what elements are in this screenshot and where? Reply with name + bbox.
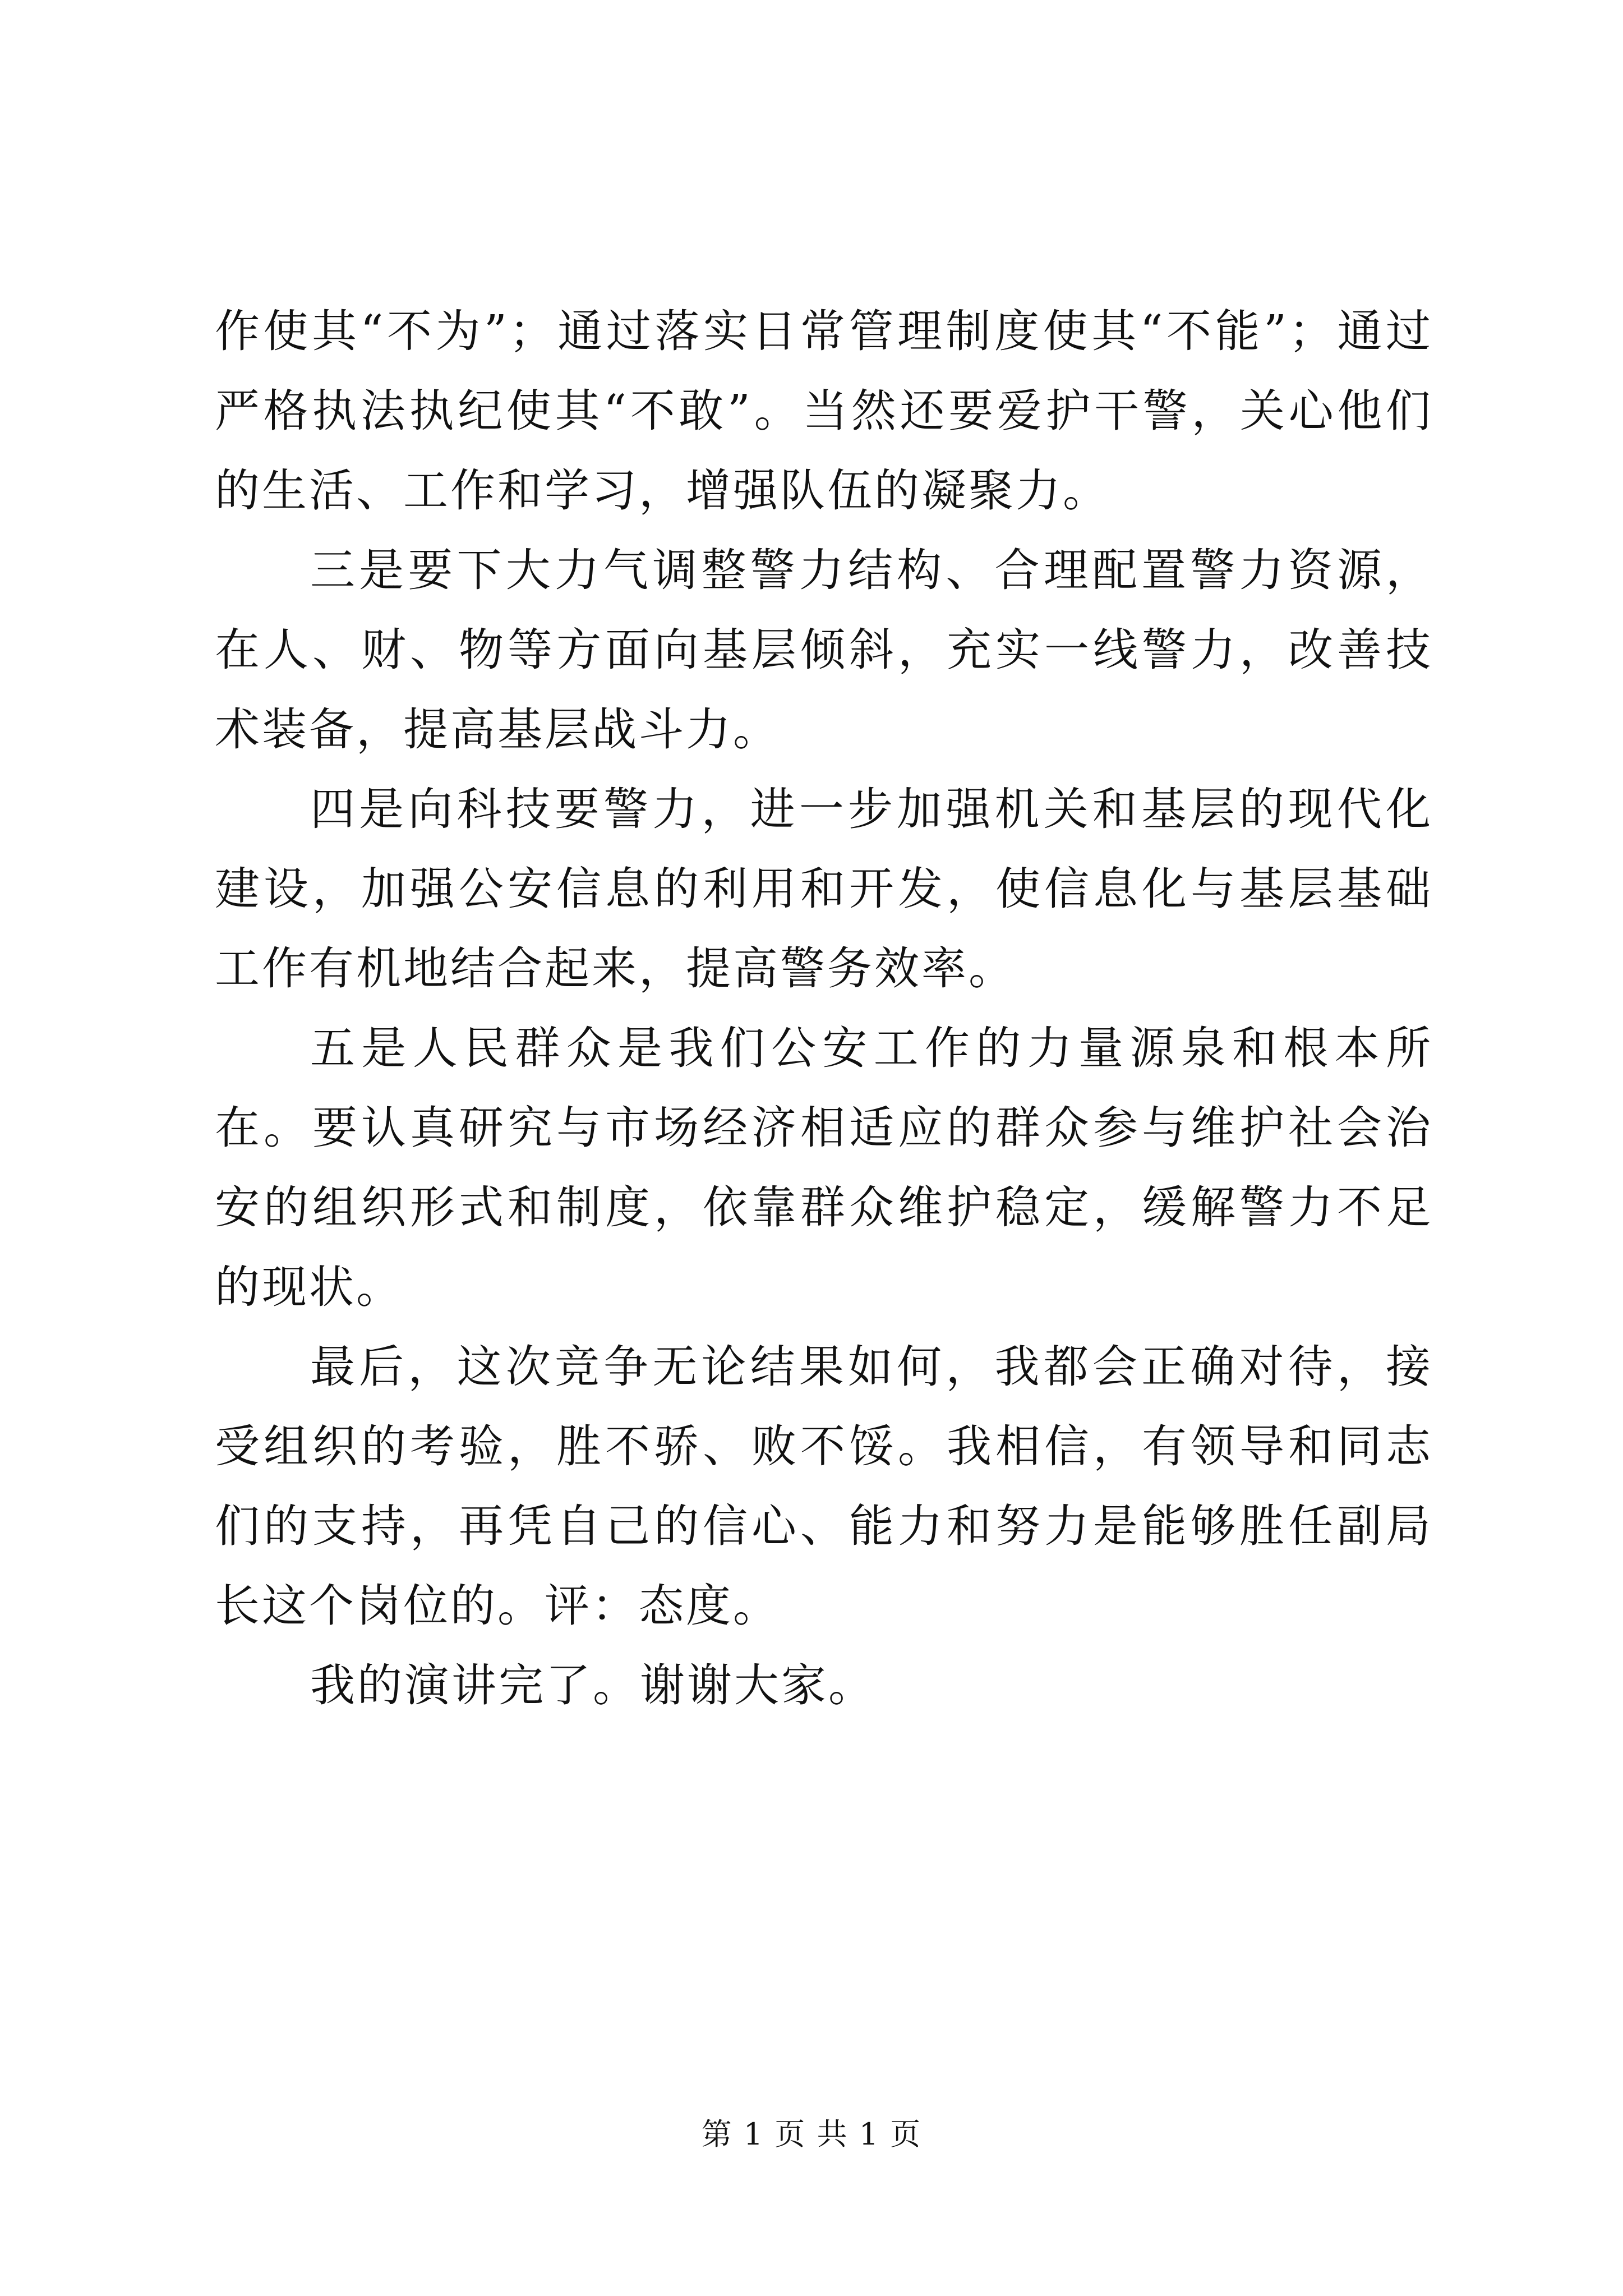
paragraph-point-four: 四是向科技要警力，进一步加强机关和基层的现代化建设，加强公安信息的利用和开发，使信息化与基层基础工作有机地结合起来，提高警务效率。	[215, 783, 1433, 995]
paragraph-continuation: 作使其“不为”；通过落实日常管理制度使其“不能”；通过严格执法执纪使其“不敢”。当然还要爱护干警，关心他们的生活、工作和学习，增强队伍的凝聚力。	[215, 305, 1433, 517]
paragraph-point-three: 三是要下大力气调整警力结构、合理配置警力资源，在人、财、物等方面向基层倾斜，充实一线警力，改善技术装备，提高基层战斗力。	[215, 544, 1433, 756]
paragraph-closing: 我的演讲完了。谢谢大家。	[310, 1659, 875, 1711]
page-footer: 第 1 页 共 1 页	[701, 2116, 922, 2152]
paragraph-point-five: 五是人民群众是我们公安工作的力量源泉和根本所在。要认真研究与市场经济相适应的群众参与维护社会治安的组织形式和制度，依靠群众维护稳定，缓解警力不足的现状。	[215, 1022, 1433, 1313]
document-body	[215, 292, 1433, 1726]
paragraph-conclusion: 最后，这次竞争无论结果如何，我都会正确对待，接受组织的考验，胜不骄、败不馁。我相信，有领导和同志们的支持，再凭自己的信心、能力和努力是能够胜任副局长这个岗位的。评：态度。	[215, 1341, 1433, 1632]
